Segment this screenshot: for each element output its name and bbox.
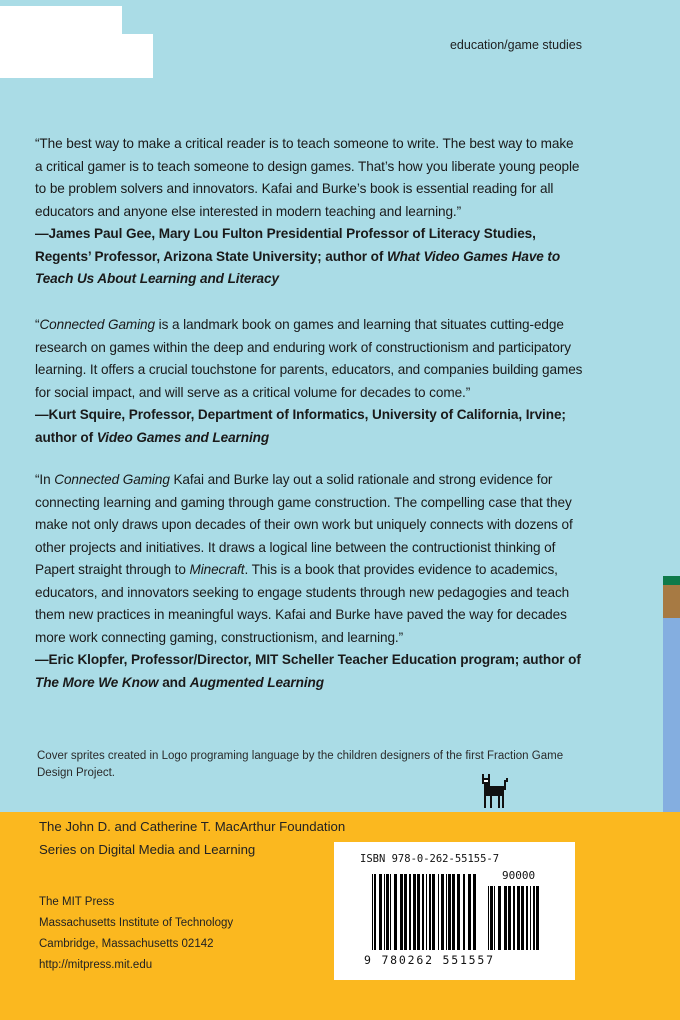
quote-1-book-title: What Video Games Have to Teach Us About Learning and Literacy [35,248,561,286]
price-code: 90000 [502,869,536,882]
barcode-bar [468,874,471,950]
barcode-bar [422,874,424,950]
barcode-bar [463,874,465,950]
quote-3-book1: Connected Gaming [54,472,170,487]
barcode-bar [488,886,489,950]
barcode-bar [517,886,520,950]
barcode-bar [521,886,524,950]
barcode-bar [372,874,373,950]
quote-3-text [35,469,584,649]
barcode-bar [438,874,439,950]
barcode-bar [513,886,515,950]
barcode-bar [530,886,531,950]
endorsement-quote-3 [35,469,584,694]
isbn-label: ISBN 978-0-262-55155-7 [360,853,500,865]
stripe-brown [663,585,680,618]
barcode-bar [533,886,535,950]
quote-2-attribution [35,404,584,449]
quote-2-body: is a landmark book on games and learning that situates cutting-edge research on games within the deep and enduring work of constructionism and participatory learning. It offers a crucial touchstone for parents, educators, and companies building games for social impact, and will serve as a critical volume for decades to come.” [35,317,583,400]
quote-2-book-title: Video Games and Learning [96,429,270,445]
quote-3-and: and [158,674,190,690]
quote-3-author: —Eric Klopfer, Professor/Director, MIT Scheller Teacher Education program; author of [35,652,581,667]
quote-3-book-title-2: Augmented Learning [189,674,324,690]
barcode-bar [494,886,495,950]
barcode-bar [384,874,385,950]
endorsement-quote-1 [35,133,584,291]
barcode-bar [417,874,420,950]
pixel-cat-icon [482,774,514,810]
quote-2-lead-title: Connected Gaming [39,317,155,332]
barcode-bar [400,874,403,950]
quote-1-text: “The best way to make a critical reader is to teach someone to write. The best way to make a critical gamer is to teach someone to design games. That’s how you liberate young people to be problem solvers and innovators. Kafai and Burke’s book is essential reading for all educators and anyone else interested in modern teaching and learning.” [35,136,580,219]
barcode-bar [498,886,501,950]
barcode-bar [457,874,460,950]
barcode-bar [404,874,407,950]
publisher-url: http://mitpress.mit.edu [39,959,153,971]
publisher-name: The MIT Press [39,896,115,908]
endorsement-quote-2 [35,314,584,449]
pixel-block-top [0,6,122,36]
stripe-green [663,576,680,585]
barcode-bar [452,874,455,950]
stripe-blue [663,618,680,812]
barcode-box [334,842,575,980]
publisher-city: Cambridge, Massachusetts 02142 [39,938,214,950]
ean-digits: 9 780262 551557 [364,953,495,967]
quote-3-part2: Kafai and Burke lay out a solid rationale and strong evidence for connecting learning and gaming through game construction. The compelling case that they make not only draws upon decades of their own work but uniquely connects with dozens of other projects and initiatives. It draws a logical line between the contructionist thinking of Papert straight through to [35,472,573,577]
barcode-bar [394,874,397,950]
barcode-bar [448,874,451,950]
barcode-bar [386,874,389,950]
quote-3-attribution [35,649,584,694]
publisher-block [39,892,233,976]
quote-3-book2: Minecraft [189,562,245,577]
cover-credit: Cover sprites created in Logo programing language by the children designers of the first Fraction Game Design Project. [37,750,564,779]
barcode-bar [390,874,391,950]
barcode-bar [429,874,431,950]
publisher-institution: Massachusetts Institute of Technology [39,917,234,929]
quote-3-part1: “In [35,472,55,487]
barcode-bar [441,874,444,950]
category-label: education/game studies [449,38,582,52]
barcode-bar [536,886,539,950]
barcode-bar [409,874,411,950]
barcode-bar [473,874,476,950]
barcode-bar [508,886,511,950]
barcode-bar [432,874,435,950]
footer-band [0,812,680,1020]
quote-1-attribution [35,223,584,291]
barcode-bar [379,874,382,950]
barcode-bar [413,874,416,950]
barcode-bar [526,886,528,950]
barcode-bar [374,874,376,950]
barcode-bar [490,886,493,950]
barcode-bar [426,874,427,950]
barcode-bar [504,886,507,950]
quote-2-author: —Kurt Squire, Professor, Department of Informatics, University of California, Irvine; author of [35,407,566,445]
quote-3-part3: . This is a book that provides evidence to academics, educators, and innovators seeking to engage students through new pedagogies and teach them new practices in meaningful ways. Kafai and Burke have paved the way for decades more work connecting gaming, constructionism, and learning.” [35,562,570,645]
pixel-block-bottom [0,34,153,78]
quote-2-text: “Connected Gaming is a landmark book on games and learning that situates cutting-edge research on games within the deep and enduring work of constructionism and participatory learning. It offers a crucial touchstone for parents, educators, and companies building games for social impact, and will serve as a critical volume for decades to come.” [35,317,583,400]
quote-1-author: —James Paul Gee, Mary Lou Fulton Presidential Professor of Literacy Studies, Regents’ Professor, Arizona State University; author of [35,226,536,264]
series-title: The John D. and Catherine T. MacArthur Foundation Series on Digital Media and Learning [39,819,346,857]
barcode-bar [446,874,447,950]
quote-3-book-title: The More We Know [35,674,159,690]
